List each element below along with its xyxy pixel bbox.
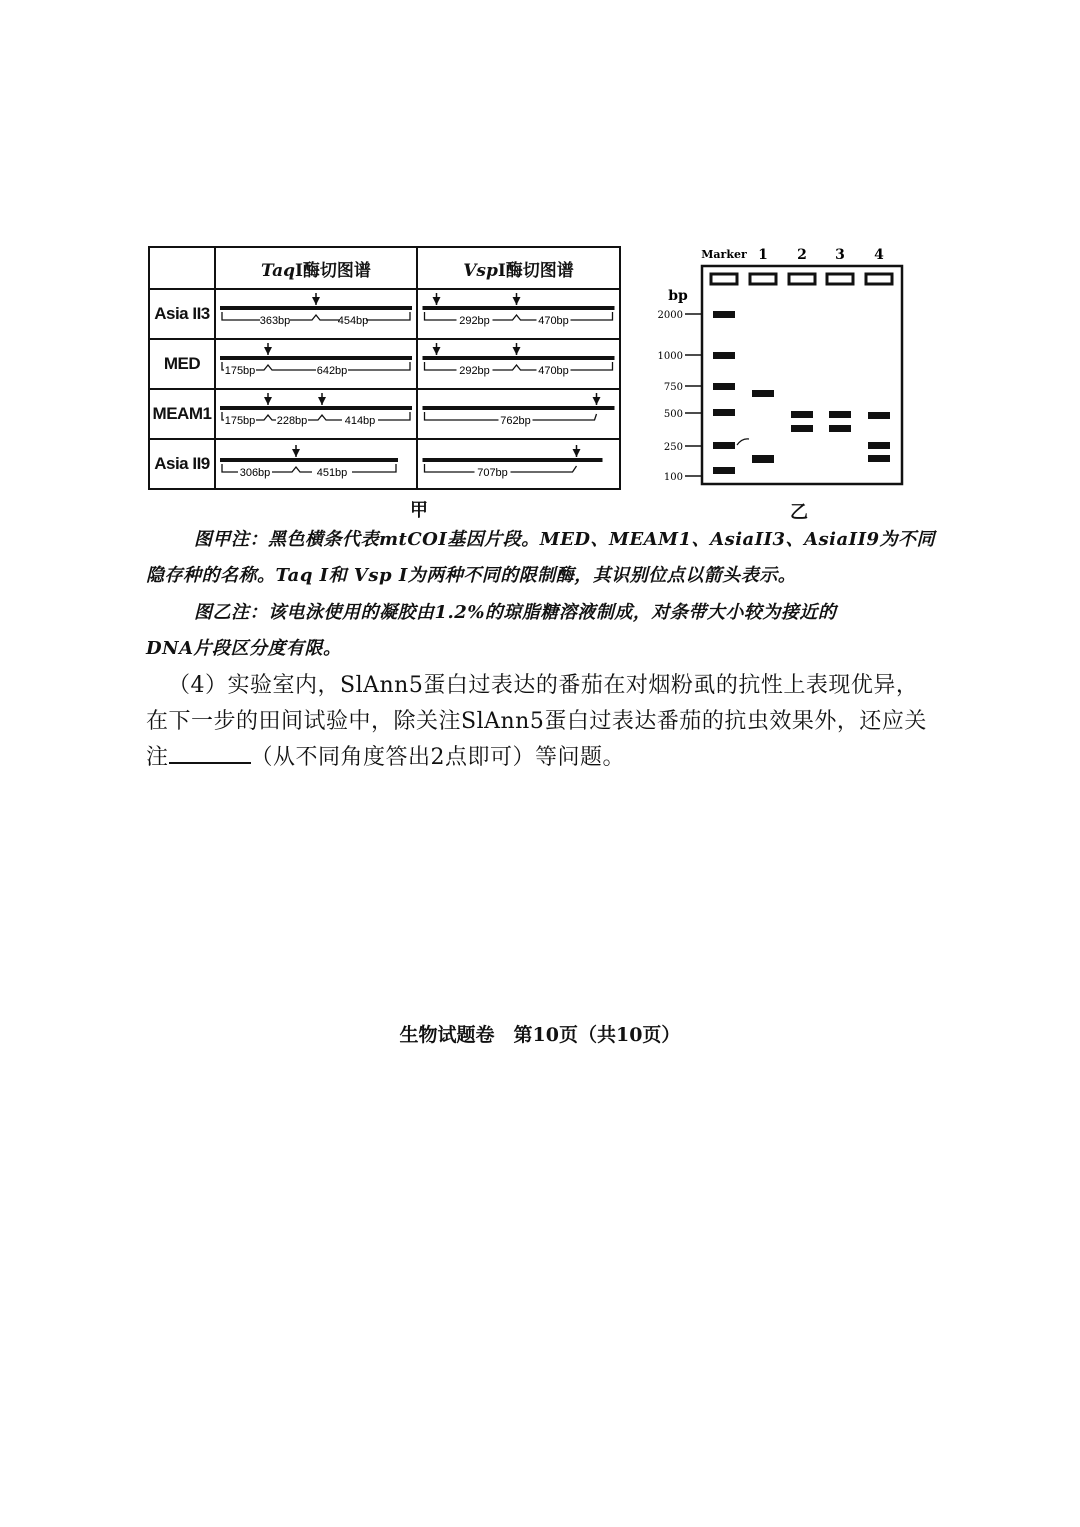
question-line3-prefix: 注	[146, 745, 169, 770]
fragment-label: 470bp	[538, 315, 569, 327]
vsp-map-svg	[418, 340, 619, 388]
lane-label-3: 3	[835, 247, 845, 263]
gel-well	[789, 274, 815, 284]
lane3-band	[829, 411, 851, 418]
taq-map-svg	[216, 340, 416, 388]
fragment-label: 707bp	[477, 467, 508, 479]
marker-tick-label: 500	[663, 409, 683, 420]
note-yi-line1: 图乙注：该电泳使用的凝胶由1.2%的琼脂糖溶液制成，对条带大小较为接近的	[194, 602, 837, 623]
lane4-band	[868, 442, 890, 449]
question-line2: 在下一步的田间试验中，除关注SlAnn5蛋白过表达番茄的抗虫效果外，还应关	[146, 709, 927, 734]
fragment-label: 292bp	[459, 365, 490, 377]
fragment-label: 292bp	[459, 315, 490, 327]
taq-map-asia2-3	[215, 289, 417, 339]
lane-label-marker: Marker	[701, 248, 747, 261]
taq-header-text: I酶切图谱	[294, 260, 371, 281]
header-empty-cell	[149, 247, 215, 289]
question-line1: （4）实验室内，SlAnn5蛋白过表达的番茄在对烟粉虱的抗性上表现优异，	[168, 673, 919, 698]
marker-tick-label: 750	[663, 382, 683, 393]
fragment-label: 454bp	[337, 315, 369, 327]
fragment-label: 470bp	[538, 365, 569, 377]
fragment-label: 642bp	[316, 365, 348, 377]
figure-jia-label: 甲	[410, 500, 428, 521]
answer-blank[interactable]	[169, 744, 251, 764]
figure-yi-label: 乙	[790, 502, 808, 523]
lane4-band	[868, 412, 890, 419]
species-label: MED	[149, 339, 215, 389]
species-label: Asia II9	[149, 439, 215, 489]
vsp-map-asia2-9	[417, 439, 620, 489]
lane2-band	[791, 425, 813, 432]
restriction-map-table	[148, 246, 619, 485]
marker-tick-label: 2000	[657, 310, 683, 321]
taq-header	[215, 247, 417, 289]
note-jia-line2: 隐存种的名称。Taq Ⅰ和 Vsp Ⅰ为两种不同的限制酶，其识别位点以箭头表示。	[146, 565, 797, 586]
lane-label-4: 4	[874, 247, 884, 263]
fragment-label: 414bp	[344, 415, 376, 427]
lane1-band	[752, 390, 774, 397]
lane1-band	[752, 455, 774, 463]
marker-band	[713, 467, 735, 474]
species-label: MEAM1	[149, 389, 215, 439]
marker-tick-label: 250	[663, 442, 683, 453]
lane3-band	[829, 425, 851, 432]
lane-label-2: 2	[797, 247, 807, 263]
lane4-band	[868, 455, 890, 462]
lane2-band	[791, 411, 813, 418]
vsp-map-med	[417, 339, 620, 389]
lane-label-1: 1	[758, 247, 768, 263]
marker-band	[713, 311, 735, 318]
vsp-header	[417, 247, 620, 289]
fragment-label: 306bp	[239, 467, 271, 479]
taq-map-svg	[216, 290, 416, 338]
gel-electrophoresis-figure	[650, 244, 910, 490]
vsp-map-svg	[418, 290, 619, 338]
vsp-enzyme-name: Vsp	[463, 260, 498, 281]
question-line3-suffix: （从不同角度答出2点即可）等问题。	[250, 745, 626, 770]
marker-tick-label: 100	[663, 472, 683, 483]
gel-well	[866, 274, 892, 284]
enzyme-map-grid	[148, 246, 621, 490]
vsp-map-svg	[418, 390, 619, 438]
fragment-label: 451bp	[316, 467, 348, 479]
taq-map-meam1	[215, 389, 417, 439]
marker-band	[713, 442, 735, 449]
taq-enzyme-name: Taq	[261, 260, 295, 281]
gel-frame	[702, 266, 902, 484]
page-footer: 生物试题卷 第10页（共10页）	[399, 1024, 681, 1046]
question-line3	[146, 740, 625, 771]
fragment-label: 175bp	[224, 415, 256, 427]
taq-map-med	[215, 339, 417, 389]
fragment-label: 228bp	[276, 415, 308, 427]
gel-well	[711, 274, 737, 284]
marker-band	[713, 383, 735, 390]
marker-tick-label: 1000	[657, 351, 683, 362]
note-yi-line2: DNA片段区分度有限。	[146, 638, 342, 659]
note-jia-line1: 图甲注：黑色横条代表mtCOI基因片段。MED、MEAM1、AsiaII3、AsiaII9为不同	[194, 529, 936, 550]
vsp-map-asia2-3	[417, 289, 620, 339]
gel-artifact-mark	[737, 439, 749, 445]
fragment-label: 175bp	[224, 365, 256, 377]
marker-band	[713, 409, 735, 416]
taq-map-svg	[216, 440, 416, 488]
fragment-label: 363bp	[259, 315, 291, 327]
vsp-map-meam1	[417, 389, 620, 439]
gel-well	[827, 274, 853, 284]
taq-map-asia2-9	[215, 439, 417, 489]
vsp-map-svg	[418, 440, 619, 488]
fragment-label: 762bp	[500, 415, 531, 427]
unit-label: bp	[668, 288, 688, 304]
species-label: Asia II3	[149, 289, 215, 339]
marker-band	[713, 352, 735, 359]
vsp-header-text: I酶切图谱	[497, 260, 574, 281]
taq-map-svg	[216, 390, 416, 438]
gel-well	[750, 274, 776, 284]
